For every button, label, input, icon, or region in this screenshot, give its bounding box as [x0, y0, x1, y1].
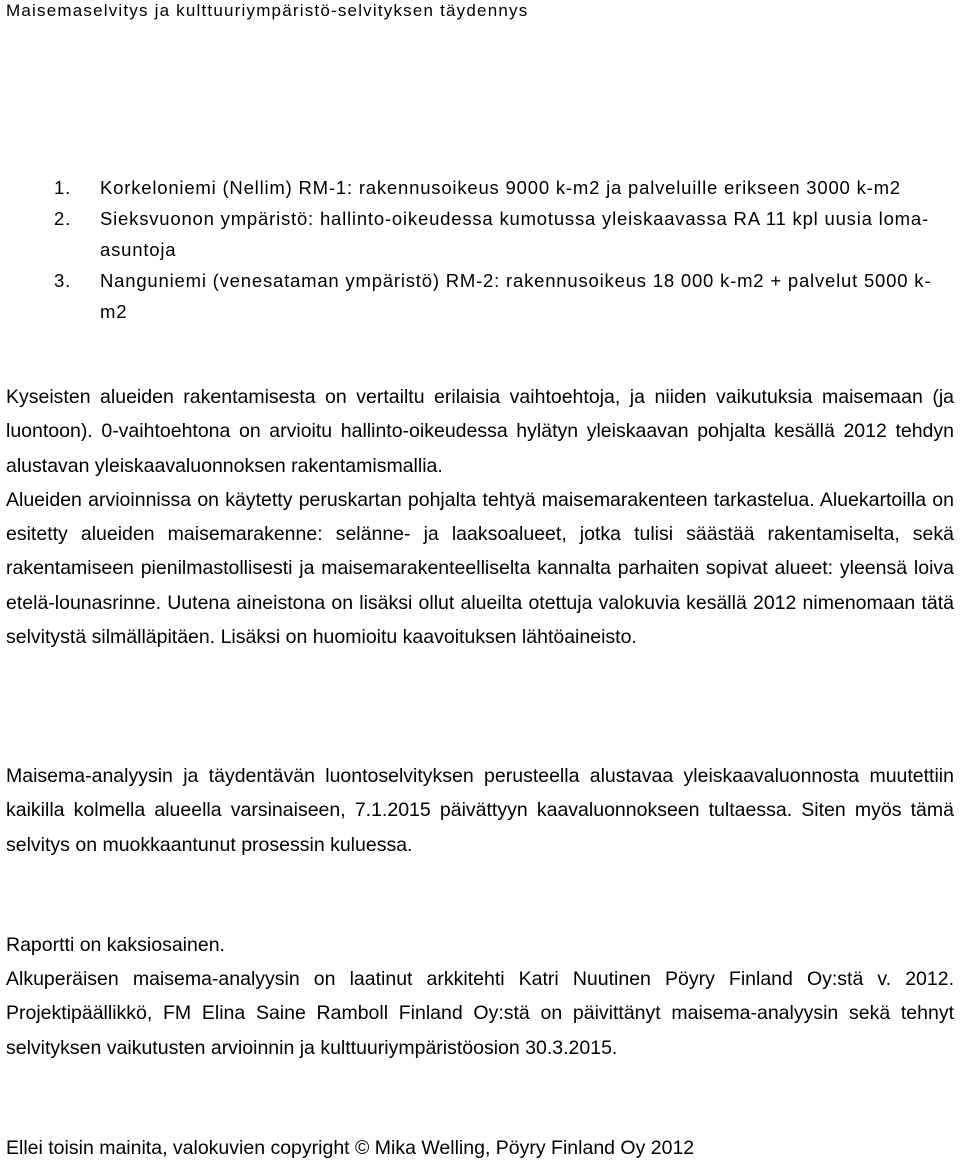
paragraph-alternatives: Kyseisten alueiden rakentamisesta on vertailtu erilaisia vaihtoehtoja, ja niiden vaikutuksia maisemaan (ja luontoon). 0-vaihtoehtona on arvioitu hallinto-oikeudessa hylätyn yleiskaavan pohjalta kesällä 2012 tehdyn alustavan yleiskaavaluonnoksen rakentamismallia. — [6, 386, 954, 477]
paragraph-revision: Maisema-analyysin ja täydentävän luontoselvityksen perusteella alustavaa yleiskaavaluonnosta muutettiin kaikilla kolmella alueella varsinaiseen, 7.1.2015 päivättyyn kaavaluonnokseen tultaessa. Siten myös tämä selvitys on muokkaantunut prosessin kuluessa. — [6, 765, 954, 856]
list-item-text: Nanguniemi (venesataman ympäristö) RM-2: rakennusoikeus 18 000 k-m2 + palvelut 5000 k-m2 — [100, 270, 932, 322]
paragraph-photos-text: Uutena aineistona on lisäksi ollut alueilta otettuja valokuvia kesällä 2012 nimenomaan tätä selvitystä silmälläpitäen. Lisäksi on huomioitu kaavoituksen lähtöaineisto. — [6, 591, 954, 649]
list-item-number: 1. — [54, 177, 72, 198]
list-item — [0, 172, 940, 203]
paragraph-authors: Alkuperäisen maisema-analyysin on laatinut arkkitehti Katri Nuutinen Pöyry Finland Oy:stä v. 2012. Projektipäällikkö, FM Elina Saine Ramboll Finland Oy:stä on päivittänyt maisema-analyysin sekä tehnyt selvityksen vaikutusten arvioinnin ja kulttuuriympäristöosion 30.3.2015. — [6, 968, 954, 1059]
list-item-number: 2. — [54, 208, 72, 229]
running-header: Maisemaselvitys ja kulttuuriympäristö-selvityksen täydennys — [6, 1, 529, 20]
list-item — [0, 203, 940, 265]
paragraph-assessment-text: Alueiden arvioinnissa on käytetty peruskartan pohjalta tehtyä maisemarakenteen tarkastelua. Aluekartoilla on esitetty alueiden maisemarakenne: selänne- ja laaksoalueet, jotka tulisi säästää rakentamiselta, sekä rakentamiseen pienilmastollisesti ja maisemarakenteelliselta kannalta parhaiten sopivat alueet: yleensä loiva etelä-lounasrinne. — [6, 488, 954, 614]
list-item — [0, 265, 940, 327]
photo-copyright-note: Ellei toisin mainita, valokuvien copyright © Mika Welling, Pöyry Finland Oy 2012 — [6, 1137, 695, 1159]
paragraph-assessment — [6, 483, 954, 654]
list-item-number: 3. — [54, 270, 72, 291]
area-list — [0, 172, 940, 327]
paragraph-report-structure: Raportti on kaksiosainen. — [6, 934, 225, 956]
list-item-text: Sieksvuonon ympäristö: hallinto-oikeudessa kumotussa yleiskaavassa RA 11 kpl uusia loma-asuntoja — [100, 208, 929, 260]
body-text-block — [6, 380, 954, 654]
list-item-text: Korkeloniemi (Nellim) RM-1: rakennusoikeus 9000 k-m2 ja palveluille erikseen 3000 k-m2 — [100, 177, 901, 198]
